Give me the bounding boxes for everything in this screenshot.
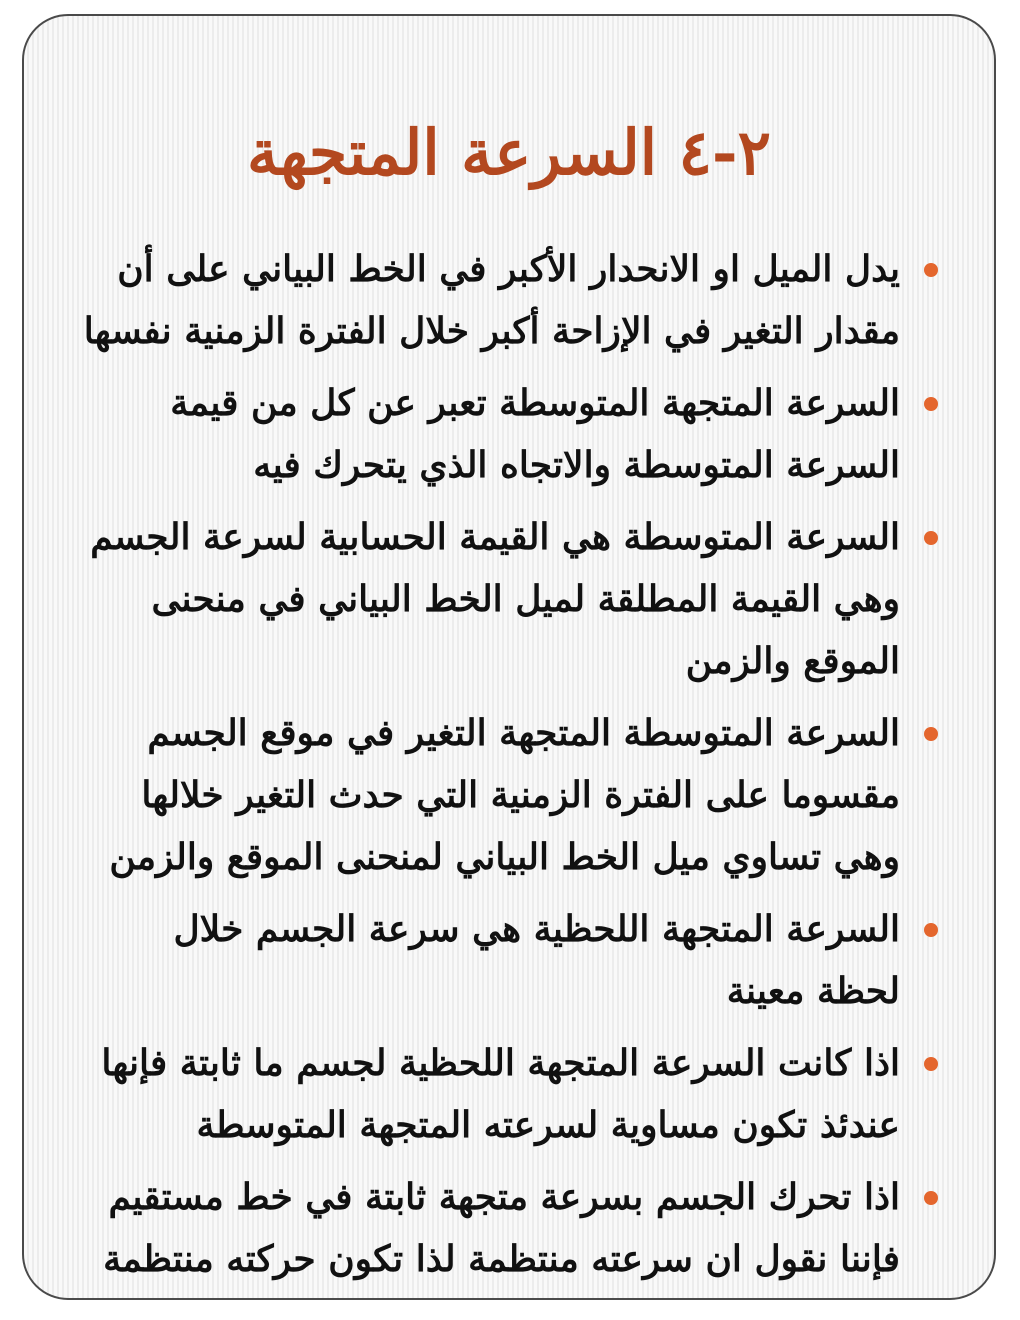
bullet-dot-icon <box>924 1057 938 1071</box>
bullet-text: السرعة المتجهة اللحظية هي سرعة الجسم خلال لحظة معينة <box>173 908 900 1012</box>
bullet-text: اذا تحرك الجسم بسرعة متجهة ثابتة في خط مستقيم فإننا نقول ان سرعته منتظمة لذا تكون حركته منتظمة <box>103 1176 900 1280</box>
bullet-dot-icon <box>924 531 938 545</box>
bullet-text: يدل الميل او الانحدار الأكبر في الخط البياني على أن مقدار التغير في الإزاحة أكبر خلال الفترة الزمنية نفسها <box>83 248 900 352</box>
slide-title: ٢-٤ السرعة المتجهة <box>247 116 771 189</box>
list-item <box>80 372 900 496</box>
list-item <box>80 898 900 1022</box>
bullet-text: اذا كانت السرعة المتجهة اللحظية لجسم ما ثابتة فإنها عندئذ تكون مساوية لسرعته المتجهة المتوسطة <box>101 1042 900 1146</box>
slide-frame <box>22 14 996 1300</box>
list-item <box>80 506 900 692</box>
bullet-list <box>80 238 900 1300</box>
bullet-text: السرعة المتوسطة المتجهة التغير في موقع الجسم مقسوما على الفترة الزمنية التي حدث التغير خلالها وهي تساوي ميل الخط البياني لمنحنى الموقع والزمن <box>109 712 900 878</box>
bullet-dot-icon <box>924 923 938 937</box>
list-item <box>80 702 900 888</box>
bullet-dot-icon <box>924 397 938 411</box>
bullet-dot-icon <box>924 263 938 277</box>
bullet-dot-icon <box>924 1191 938 1205</box>
list-item <box>80 238 900 362</box>
bullet-text: السرعة المتوسطة هي القيمة الحسابية لسرعة الجسم وهي القيمة المطلقة لميل الخط البياني في منحنى الموقع والزمن <box>90 516 900 682</box>
bullet-dot-icon <box>924 727 938 741</box>
bullet-text: السرعة المتجهة المتوسطة تعبر عن كل من قيمة السرعة المتوسطة والاتجاه الذي يتحرك فيه <box>170 382 900 486</box>
list-item <box>80 1166 900 1290</box>
list-item <box>80 1032 900 1156</box>
